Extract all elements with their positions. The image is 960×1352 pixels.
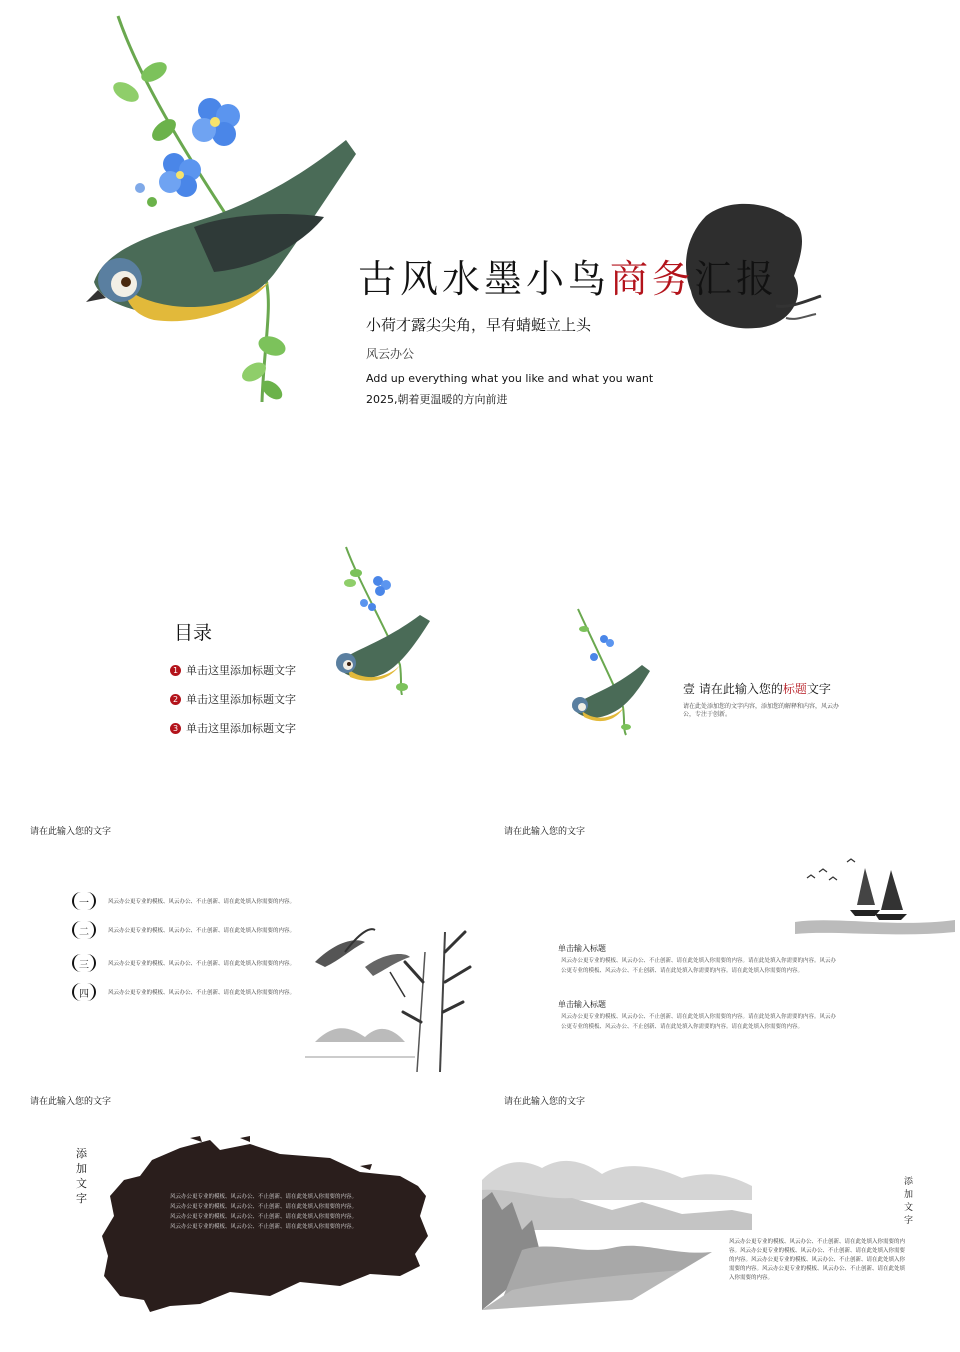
list-item-text: 风云办公更专业的模板、风云办公、不止创新、请在此处填入你需要的内容。	[108, 990, 296, 996]
toc-item-3[interactable]	[170, 720, 296, 736]
cover-slogan: 2025,朝着更温暖的方向前进	[366, 393, 508, 406]
section-title: 壹 请在此输入您的标题文字	[683, 682, 831, 696]
block-title: 单击输入标题	[558, 1000, 606, 1009]
blue-flower-1	[192, 98, 240, 146]
mountain-landscape-illustration	[482, 1140, 752, 1310]
list-slide	[0, 810, 480, 1080]
cover-subtitle: 小荷才露尖尖角，早有蜻蜓立上头	[366, 316, 592, 334]
list-item	[72, 892, 295, 910]
cover-brand: 风云办公	[366, 347, 415, 361]
bird-small-illustration	[568, 607, 658, 737]
section-description: 请在此处添加您的文字内容，添加您的解释和内容，风云办公，专注于创新。	[683, 703, 840, 718]
toc-number-badge: 2	[170, 694, 181, 705]
toc-item-1[interactable]	[170, 662, 296, 678]
landscape-slide	[480, 1080, 960, 1352]
block-body: 风云办公更专业的模板、风云办公、不止创新、请在此处填入你需要的内容。请在此处填入你需要的内容。风云办公更专业的模板、风云办公、不止创新、请在此处填入你需要的内容。请在此处填入你需要的内容。	[561, 1014, 837, 1030]
toc-item-label: 单击这里添加标题文字	[186, 664, 296, 677]
text-blocks-slide	[480, 810, 960, 1080]
landscape-body-text: 风云办公更专业的模板、风云办公、不止创新、请在此处填入你需要的内容。风云办公更专业的模板、风云办公、不止创新、请在此处填入你需要的内容。风云办公更专业的模板、风云办公、不止创新、请在此处填入你需要的内容。风云办公更专业的模板、风云办公、不止创新、请在此处填入你需要的内容。	[729, 1239, 906, 1281]
list-item-text: 风云办公更专业的模板、风云办公、不止创新、请在此处填入你需要的内容。	[108, 899, 296, 905]
block-body: 风云办公更专业的模板、风云办公、不止创新、请在此处填入你需要的内容。请在此处填入你需要的内容。风云办公更专业的模板、风云办公、不止创新、请在此处填入你需要的内容。请在此处填入你需要的内容。	[561, 958, 837, 974]
toc-number-badge: 3	[170, 723, 181, 734]
block-title: 单击输入标题	[558, 944, 606, 953]
list-item	[72, 921, 295, 939]
ink-brush-slide	[0, 1080, 480, 1352]
list-item	[72, 983, 295, 1001]
toc-slide	[0, 525, 480, 780]
cover-slide	[0, 0, 960, 470]
list-item-text: 风云办公更专业的模板、风云办公、不止创新、请在此处填入你需要的内容。	[108, 928, 296, 934]
slide-heading: 请在此输入您的文字	[30, 827, 112, 837]
bird-small-illustration	[330, 545, 440, 695]
cover-english-line: Add up everything what you like and what you want	[366, 372, 654, 385]
list-item-text: 风云办公更专业的模板、风云办公、不止创新、请在此处填入你需要的内容。	[108, 961, 296, 967]
number-badge: 二	[72, 921, 96, 939]
toc-item-2[interactable]	[170, 691, 296, 707]
bird-branch-illustration	[84, 12, 364, 407]
toc-item-label: 单击这里添加标题文字	[186, 722, 296, 735]
sailboat-illustration	[795, 850, 955, 950]
toc-number-badge: 1	[170, 665, 181, 676]
vertical-label: 添加文字	[76, 1147, 87, 1205]
slide-heading: 请在此输入您的文字	[504, 1097, 586, 1107]
ink-body-text: 风云办公更专业的模板、风云办公、不止创新、请在此处填入你需要的内容。风云办公更专业的模板、风云办公、不止创新、请在此处填入你需要的内容。风云办公更专业的模板、风云办公、不止创新、请在此处填入你需要的内容。风云办公更专业的模板、风云办公、不止创新、请在此处填入你需要的内容。	[170, 1194, 358, 1230]
toc-item-label: 单击这里添加标题文字	[186, 693, 296, 706]
section-title-accent: 标题	[782, 682, 807, 696]
list-item	[72, 954, 295, 972]
vertical-label: 添加文字	[904, 1177, 914, 1226]
cover-title-accent: 商务	[610, 257, 695, 301]
section-slide	[480, 525, 960, 780]
toc-title: 目录	[174, 622, 213, 644]
number-badge: 三	[72, 954, 96, 972]
cover-title: 古风水墨小鸟商务汇报	[358, 257, 779, 301]
slide-heading: 请在此输入您的文字	[30, 1097, 112, 1107]
number-badge: 一	[72, 892, 96, 910]
number-badge: 四	[72, 983, 96, 1001]
blue-flower-2	[159, 153, 201, 197]
slide-heading: 请在此输入您的文字	[504, 827, 586, 837]
crane-bamboo-illustration	[305, 922, 475, 1077]
